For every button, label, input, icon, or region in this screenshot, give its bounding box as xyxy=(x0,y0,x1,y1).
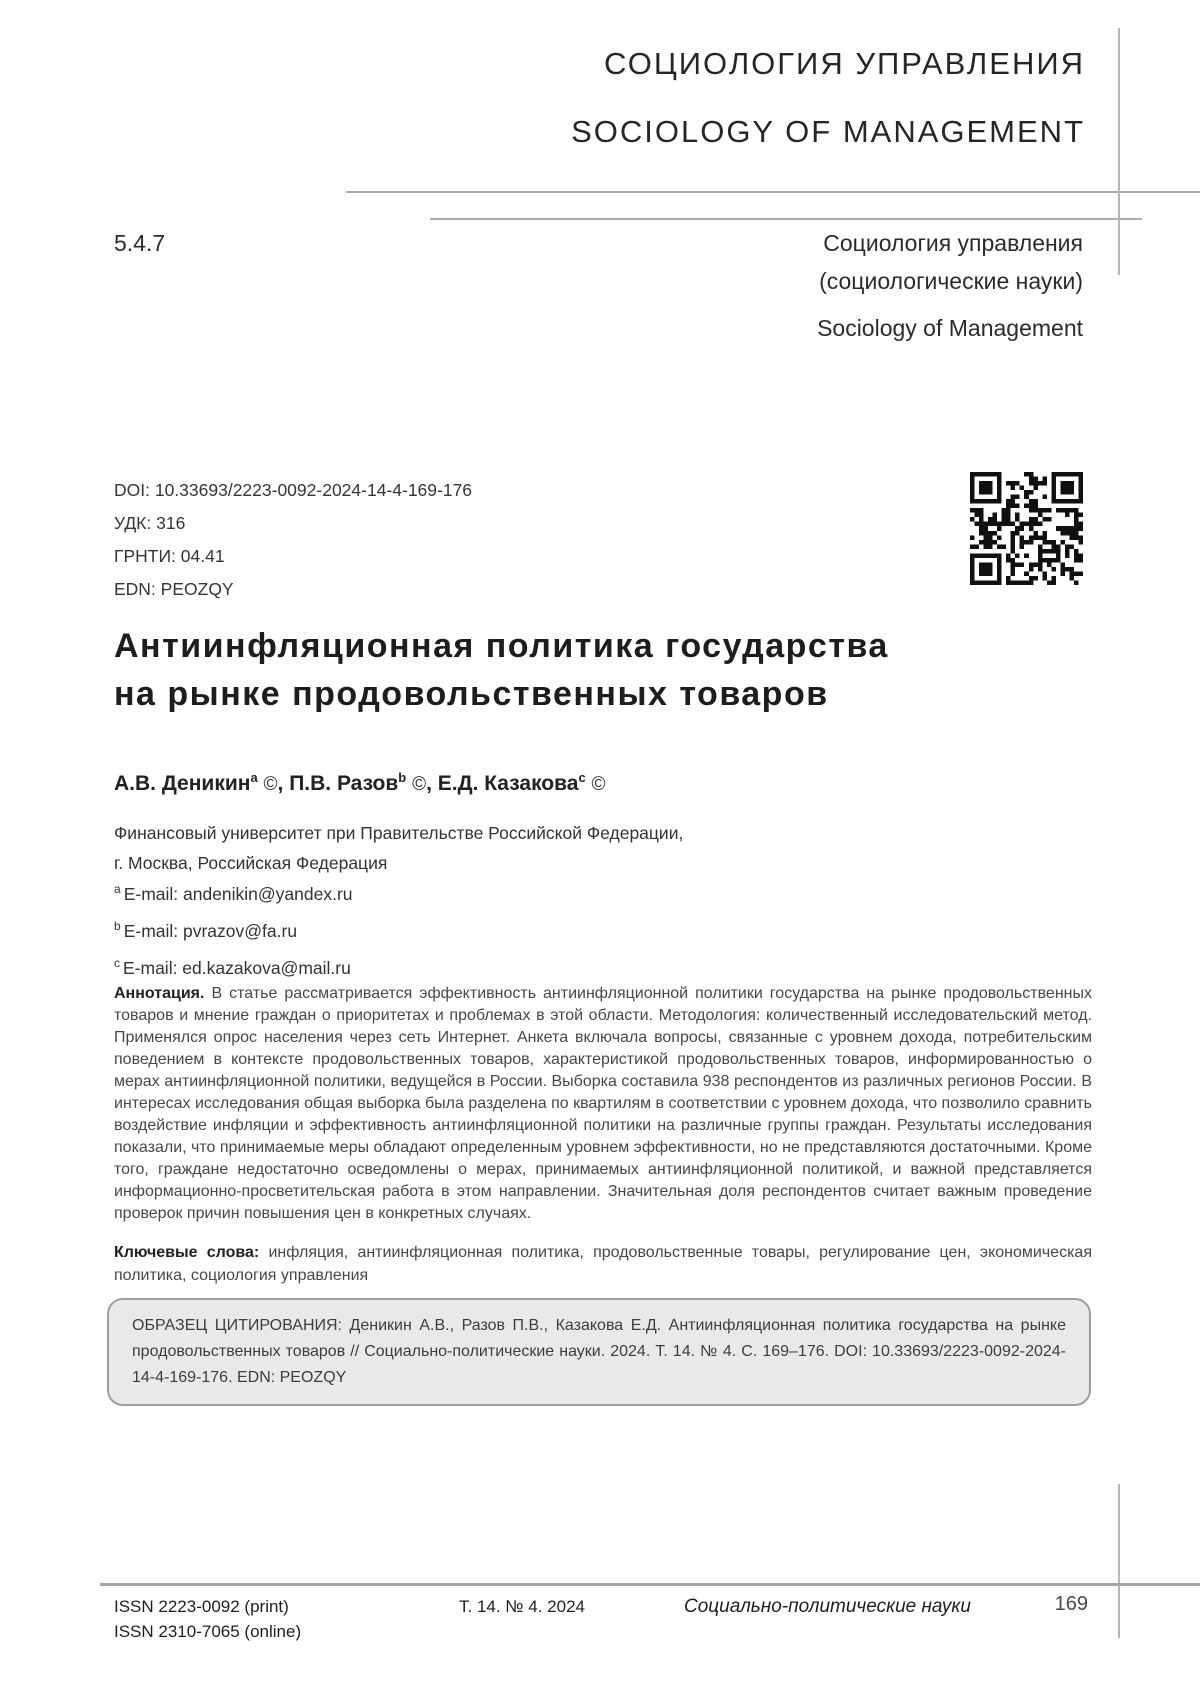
keywords-label: Ключевые слова: xyxy=(114,1244,260,1261)
citation-label: ОБРАЗЕЦ ЦИТИРОВАНИЯ: xyxy=(132,1317,342,1334)
affiliation-line1: Финансовый университет при Правительстве Российской Федерации, xyxy=(114,823,684,843)
article-title-line2: на рынке продовольственных товаров xyxy=(114,675,829,713)
citation-text: Деникин А.В., Разов П.В., Казакова Е.Д. Антиинфляционная политика государства на рынке продовольственных товаров // Социально-политические науки. 2024. Т. 14. № 4. С. 169–176. DOI: 10.33693/2223-0092-2024-14-4-169-176. EDN: PEOZQY xyxy=(132,1317,1066,1386)
author-separator: , xyxy=(426,772,438,795)
specialty-name-ru: Социология управления xyxy=(823,230,1083,256)
email-text: E-mail: ed.kazakova@mail.ru xyxy=(123,957,351,978)
affiliation-line2: г. Москва, Российская Федерация xyxy=(114,853,388,873)
horizontal-rule-top xyxy=(346,191,1200,193)
footer-volume: Т. 14. № 4. 2024 xyxy=(459,1597,585,1616)
author-name: А.В. Деникин xyxy=(114,772,251,795)
horizontal-rule-second xyxy=(430,218,1142,220)
footer-issn-online: ISSN 2310-7065 (online) xyxy=(114,1622,302,1641)
footer-journal-name: Социально-политические науки xyxy=(684,1596,971,1617)
affiliation xyxy=(114,818,683,878)
article-meta xyxy=(114,474,472,606)
footer-rule xyxy=(100,1583,1200,1586)
specialty-note: (социологические науки) xyxy=(819,268,1083,294)
copyright-icon: © xyxy=(412,774,427,795)
citation-box xyxy=(107,1298,1091,1406)
footer-issn-print: ISSN 2223-0092 (print) xyxy=(114,1597,289,1616)
author-footnote-mark: c xyxy=(578,770,586,785)
specialty-block xyxy=(817,228,1083,343)
copyright-icon: © xyxy=(263,774,278,795)
edn-line: EDN: PEOZQY xyxy=(114,579,234,599)
email-text: E-mail: pvrazov@fa.ru xyxy=(123,920,298,941)
author-footnote-mark: a xyxy=(250,770,258,785)
abstract-label: Аннотация. xyxy=(114,985,205,1002)
email-row xyxy=(114,956,351,979)
email-row xyxy=(114,882,353,905)
email-footnote-mark: b xyxy=(114,919,121,933)
footer-issn xyxy=(114,1594,301,1644)
email-row xyxy=(114,919,297,942)
vertical-rule-top xyxy=(1118,28,1120,275)
author-footnote-mark: b xyxy=(398,770,407,785)
author-name: Е.Д. Казакова xyxy=(437,772,579,795)
author-separator: , xyxy=(277,772,290,795)
specialty-code: 5.4.7 xyxy=(114,230,166,256)
abstract xyxy=(114,983,1092,1225)
email-footnote-mark: a xyxy=(114,882,121,896)
rubric-title-en: SOCIOLOGY OF MANAGEMENT xyxy=(571,114,1085,149)
footer-page-number: 169 xyxy=(1054,1593,1088,1615)
email-footnote-mark: c xyxy=(114,956,120,970)
abstract-text: В статье рассматривается эффективность антиинфляционной политики государства на рынке продовольственных товаров и мнение граждан о приоритетах и проблемах в этой области. Методология: количественный исследовательский метод. Применялся опрос населения через сеть Интернет. Анкета включала вопросы, связанные с уровнем дохода, потребительским поведением в контексте продовольственных товаров, характеристикой продовольственных товаров, информированностью о мерах антиинфляционной политики, ведущейся в России. Выборка составила 938 респондентов из различных регионов России. В интересах исследования общая выборка была разделена по квартилям в соответствии с уровнем дохода, что позволило сравнить воздействие инфляции и эффективность антиинфляционной политики на различные группы граждан. Результаты исследования показали, что принимаемые меры обладают определенным уровнем эффективности, но не представляются достаточными. Кроме того, граждане недостаточно осведомлены о мерах, принимаемых антиинфляционной политикой, и важной представляется информационно-просветительская работа в этом направлении. Значительная доля респондентов считает важным проведение проверок причин повышения цен в конкретных случаях. xyxy=(114,985,1093,1222)
vertical-rule-bottom xyxy=(1118,1484,1120,1638)
email-text: E-mail: andenikin@yandex.ru xyxy=(123,883,353,904)
grnti-line: ГРНТИ: 04.41 xyxy=(114,546,225,566)
doi-line: DOI: 10.33693/2223-0092-2024-14-4-169-176 xyxy=(114,480,473,500)
qr-code xyxy=(970,472,1083,585)
copyright-icon: © xyxy=(591,774,606,795)
article-title xyxy=(114,622,889,718)
keywords-text: инфляция, антиинфляционная политика, продовольственные товары, регулирование цен, экономическая политика, социология управления xyxy=(114,1244,1092,1284)
udk-line: УДК: 316 xyxy=(114,513,186,533)
authors-line xyxy=(114,770,606,796)
article-title-line1: Антиинфляционная политика государства xyxy=(114,627,889,665)
keywords xyxy=(114,1241,1092,1287)
rubric-title-ru: СОЦИОЛОГИЯ УПРАВЛЕНИЯ xyxy=(604,46,1085,81)
author-name: П.В. Разов xyxy=(289,772,399,795)
specialty-name-en: Sociology of Management xyxy=(817,315,1083,341)
